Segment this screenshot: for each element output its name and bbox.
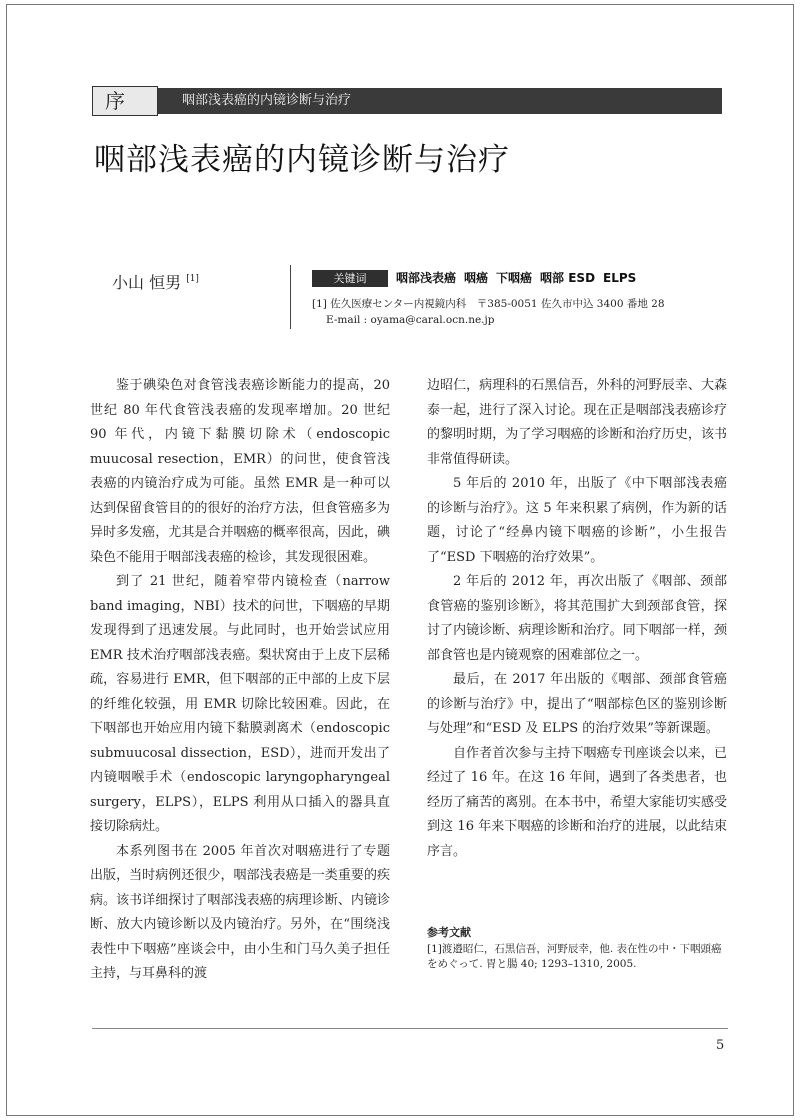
body-column-right [427,374,727,864]
page-title: 咽部浅表癌的内镜诊断与治疗 [94,142,510,178]
keywords-row [312,268,636,286]
body-paragraph: 鉴于碘染色对食管浅表癌诊断能力的提高，20 世纪 80 年代食管浅表癌的发现率增加。20 世纪 90 年代，内镜下黏膜切除术（endoscopic muucosal resection，EMR）的问世，使食管浅表癌的内镜治疗成为可能。虽然 EMR 是一种可以达到保留食管目的的很好的治疗方法，但食管癌多为异时多发癌，尤其是合并咽癌的概率很高，因此，碘染色不能用于咽部浅表癌的检诊，其发现很困难。 [90,378,390,565]
footer-divider [92,1028,728,1029]
body-paragraph: 2 年后的 2012 年，再次出版了《咽部、颈部食管癌的鉴别诊断》，将其范围扩大到颈部食管，探讨了内镜诊断、病理诊断和治疗。同下咽部一样，颈部食管也是内镜观察的困难部位之一。 [427,574,727,663]
author [112,270,199,293]
body-paragraph: 5 年后的 2010 年，出版了《中下咽部浅表癌的诊断与治疗》。这 5 年来积累了病例，作为新的话题，讨论了“经鼻内镜下咽癌的诊断”，小生报告了“ESD 下咽癌的治疗效果”。 [427,476,727,565]
author-ref-mark: [1] [186,274,199,284]
keyword-item: 咽癌 [464,271,489,285]
references [427,924,732,972]
keyword-item: 下咽癌 [496,271,533,285]
keyword-divider [290,265,291,329]
affiliation-email: E-mail : oyama@caral.ocn.ne.jp [326,314,495,326]
body-paragraph: 到了 21 世纪，随着窄带内镜检查（narrow band imaging，NBI）技术的问世，下咽癌的早期发现得到了迅速发展。与此同时，也开始尝试应用 EMR 技术治疗咽部浅表癌。梨状窝由于上皮下层稀疏，容易进行 EMR，但下咽部的正中部的上皮下层的纤维化较强，用 EMR 切除比较困难。因此，在下咽部也开始应用内镜下黏膜剥离术（endoscopic submuucosal dissection，ESD），进而开发出了内镜咽喉手术（endoscopic laryngopharyngeal surgery，ELPS），ELPS 利用从口插入的器具直接切除病灶。 [90,574,390,834]
page-number: 5 [716,1038,725,1053]
reference-item: [1]渡邉昭仁，石黒信吾，河野辰幸，他. 表在性の中・下咽頭癌をめぐって. 胃と腸 40; 1293–1310, 2005. [427,943,722,970]
body-paragraph: 本系列图书在 2005 年首次对咽癌进行了专题出版，当时病例还很少，咽部浅表癌是一类重要的疾病。该书详细探讨了咽部浅表癌的病理诊断、内镜诊断、放大内镜诊断以及内镜治疗。另外，在“围绕浅表性中下咽癌”座谈会中，由小生和门马久美子担任主持，与耳鼻科的渡 [90,843,390,981]
affiliation-address: [1] 佐久医療センター内視鏡内科 〒385-0051 佐久市中込 3400 番地 28 [312,298,665,310]
references-title: 参考文献 [427,926,471,939]
body-column-left [90,374,390,987]
affiliation [312,296,732,328]
section-mark: 序 [92,86,158,116]
keyword-item: ELPS [603,271,637,285]
body-paragraph: 自作者首次参与主持下咽癌专刊座谈会以来，已经过了 16 年。在这 16 年间，遇到了各类患者，也经历了痛苦的离别。在本书中，希望大家能切实感受到这 16 年来下咽癌的诊断和治疗的进展，以此结束序言。 [427,745,727,859]
author-name: 小山 恒男 [112,273,182,292]
keyword-item: 咽部浅表癌 [396,271,457,285]
keywords-label: 关键词 [312,270,388,287]
body-paragraph: 最后，在 2017 年出版的《咽部、颈部食管癌的诊断与治疗》中，提出了“咽部棕色区的鉴别诊断与处理”和“ESD 及 ELPS 的治疗效果”等新课题。 [427,672,727,736]
keyword-item: 咽部 ESD [540,271,596,285]
body-paragraph-continued: 边昭仁，病理科的石黑信吾，外科的河野辰幸、大森泰一起，进行了深入讨论。现在正是咽部浅表癌诊疗的黎明时期，为了学习咽癌的诊断和治疗历史，该书非常值得研读。 [427,378,727,467]
header-subtitle: 咽部浅表癌的内镜诊断与治疗 [182,93,352,108]
